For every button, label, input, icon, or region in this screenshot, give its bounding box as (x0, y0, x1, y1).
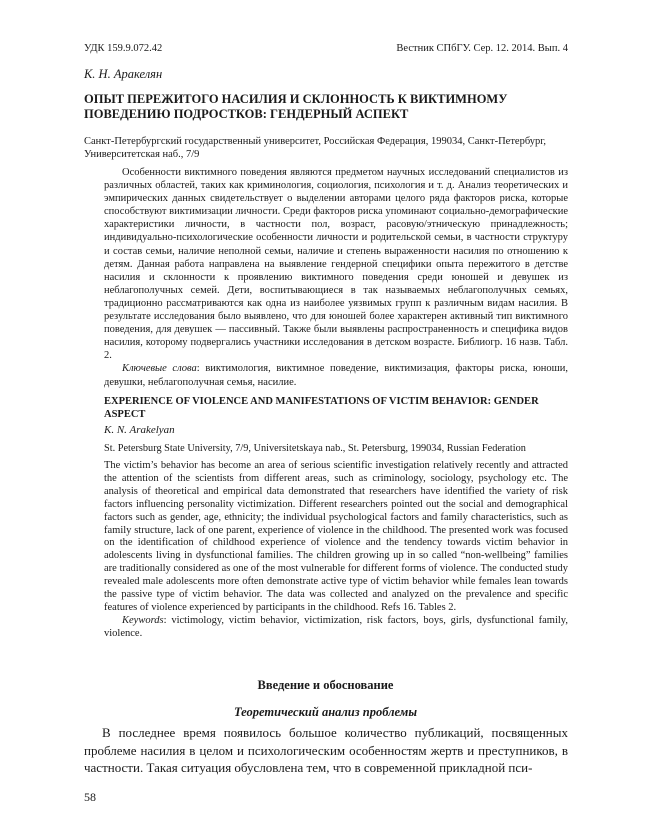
keywords-ru-list: : виктимология, виктимное поведение, виктимизация, факторы риска, юноши, девушки, неблагополучная семья, насилие. (104, 363, 569, 388)
abstract-ru (104, 166, 568, 389)
author-en: K. N. Arakelyan (104, 424, 175, 436)
abstract-ru-text: Особенности виктимного поведения являются предметом научных исследований специалистов из различных областей, таких как криминология, социология, психология и т. д. Анализ теоретических и эмпирических данных свидетельствует о выделении авторами целого ряда факторов риска, которые способствуют виктимизации личности. Среди факторов риска упоминают социально-демографические характеристики личности, в частности пол, возраст, расовую/этническую принадлежность; индивидуально-психологические особенности личности и родительской семьи, в частности структуру и состав семьи, наличие неполной семьи, наличие и степень выраженности насилия по отношению к детям. Данная работа направлена на выявление гендерной специфики опыта пережитого в детстве насилия и склонности к проявлению виктимного поведения среди юношей и девушек из неблагополучных семей. Дети, воспитывающиеся в так называемых неблагополучных семьях, традиционно рассматриваются как одна из наиболее уязвимых групп к различным видам насилия. В результате исследования было выявлено, что для юношей более характерен активный тип виктимного поведения, для девушек — пассивный. Также были выявлены распространенность и специфика видов насилия, которому подвергались участники исследования в детском возрасте. Библиогр. 16 назв. Табл. 2. (104, 167, 568, 362)
keywords-ru (104, 362, 568, 388)
body-text (84, 724, 568, 777)
keywords-en-list: : victimology, victim behavior, victimization, risk factors, boys, girls, dysfunctional family, violence. (104, 614, 568, 639)
udc-code: УДК 159.9.072.42 (84, 43, 163, 54)
abstract-en-text: The victim’s behavior has become an area of serious scientific investigation relatively recently and attracted the attention of the scientists from different areas, such as criminology, sociology, psychology etc. The analysis of theoretical and empirical data demonstrated that researchers have identified the variety of risk factors influencing personality victimization. Different researchers pointed out the social and demographical factors such as gender, age, ethnicity; the individual psychological factors and family characteristics, such as family structure, lack of one parent, experience of violence in the childhood. The presented work was focused on the identification of childhood experience of violence and the tendency towards victim behavior in adolescents living in dysfunctional families. The children growing up in so called “non-wellbeing” families are traditionally considered as one of the most vulnerable for different forms of violence. The conducted study revealed male adolescents more often demonstrate active type of victim behavior while females lean towards the passive type of victim behavior. The data was collected and analyzed on the prevalence and specific features of violence experienced by participants in the childhood. Refs 16. Tables 2. (104, 460, 568, 613)
page-number: 58 (84, 790, 96, 804)
article-title-ru: ОПЫТ ПЕРЕЖИТОГО НАСИЛИЯ И СКЛОННОСТЬ К ВИКТИМНОМУ ПОВЕДЕНИЮ ПОДРОСТКОВ: ГЕНДЕРНЫЙ АСПЕКТ (84, 92, 508, 121)
subsection-title: Теоретический анализ проблемы (233, 705, 418, 719)
keywords-en-label: Keywords (122, 614, 164, 626)
journal-reference: Вестник СПбГУ. Сер. 12. 2014. Вып. 4 (396, 43, 568, 54)
abstract-en (104, 460, 568, 641)
body-paragraph: В последнее время появилось большое количество публикаций, посвященных проблеме насилия в целом и психологическим особенностям жертв и преступников, в частности. Такая ситуация обусловлена тем, что в современной прикладной пси- (84, 725, 568, 776)
article-title-en: EXPERIENCE OF VIOLENCE AND MANIFESTATIONS OF VICTIM BEHAVIOR: GENDER ASPECT (104, 396, 539, 420)
keywords-ru-label: Ключевые слова (122, 363, 197, 375)
section-title: Введение и обоснование (257, 678, 394, 692)
affiliation-en: St. Petersburg State University, 7/9, Universitetskaya nab., St. Petersburg, 199034, Russian Federation (104, 443, 526, 454)
author-ru: К. Н. Аракелян (84, 67, 163, 81)
keywords-en (104, 615, 568, 641)
affiliation-ru: Санкт-Петербургский государственный университет, Российская Федерация, 199034, Санкт-Петербург, Университетская наб., 7/9 (84, 136, 547, 160)
